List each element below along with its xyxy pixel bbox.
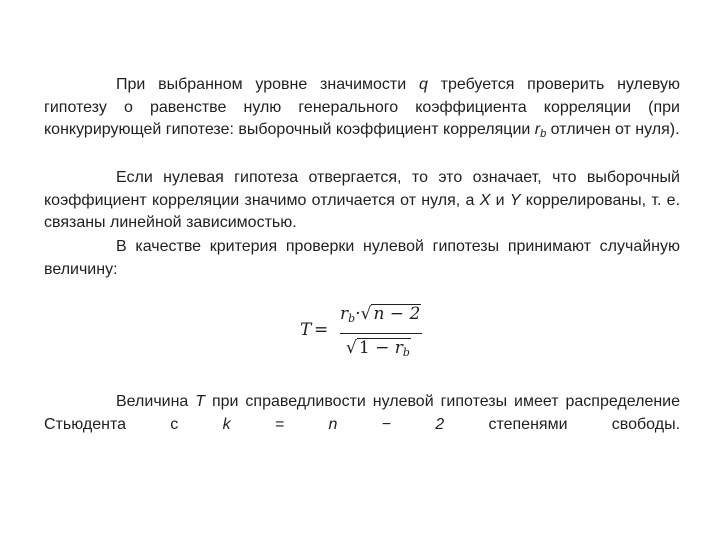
text-fragment: и <box>490 191 510 209</box>
fraction-bar <box>340 333 422 334</box>
numerator-sqrt-icon: √ <box>360 304 372 324</box>
symbol-x: X <box>479 191 491 209</box>
paragraph-rejection <box>44 167 680 235</box>
t-statistic-formula <box>300 302 430 364</box>
numerator-dot: · <box>355 304 361 324</box>
paragraph-null-hypothesis <box>44 74 680 142</box>
text-fragment: коррелированы, т. е. связаны линейной зависимостью. <box>44 191 681 231</box>
denominator-one-minus: 1 − <box>358 338 395 358</box>
denominator-r-subscript: b <box>402 346 410 359</box>
denominator-sqrt-icon: √ <box>346 338 357 358</box>
formula-equals: = <box>314 320 329 340</box>
denominator-r: r <box>394 338 403 358</box>
formula-numerator <box>340 304 421 325</box>
text-fragment: требуется проверить нулевую гипотезу о равенстве нулю генерального коэффициента корреляции (при конкурирующей гипотезе: выборочный коэффициент корреляции <box>44 76 680 138</box>
text-fragment: отличен от нуля). <box>546 121 680 138</box>
formula-denominator <box>346 338 411 362</box>
denominator-radicand <box>357 338 411 362</box>
paragraph-student-distribution <box>44 391 680 436</box>
text-fragment: В качестве критерия проверки нулевой гипотезы принимают случайную величину: <box>44 238 680 278</box>
symbol-r: r <box>534 121 541 138</box>
text-fragment: Если нулевая гипотеза отвергается, то это означает, что выборочный коэффициент корреляции значимо отличается от нуля, а <box>44 169 680 209</box>
text-fragment: степенями свободы. <box>444 415 681 433</box>
numerator-r-subscript: b <box>348 312 356 325</box>
text-fragment: при справедливости нулевой гипотезы имеет распределение Стьюдента с <box>44 393 681 433</box>
formula-lhs: T <box>300 320 312 340</box>
degrees-of-freedom: k = n − 2 <box>222 415 445 433</box>
symbol-y: Y <box>509 191 521 209</box>
symbol-q: q <box>418 76 428 93</box>
numerator-r: r <box>340 304 349 324</box>
text-fragment: Величина <box>116 393 196 410</box>
text-fragment: При выбранном уровне значимости <box>116 76 419 93</box>
symbol-r-subscript: b <box>540 128 547 140</box>
numerator-radicand: n − 2 <box>373 304 421 324</box>
paragraph-criterion <box>44 236 680 281</box>
symbol-t: T <box>195 393 206 410</box>
